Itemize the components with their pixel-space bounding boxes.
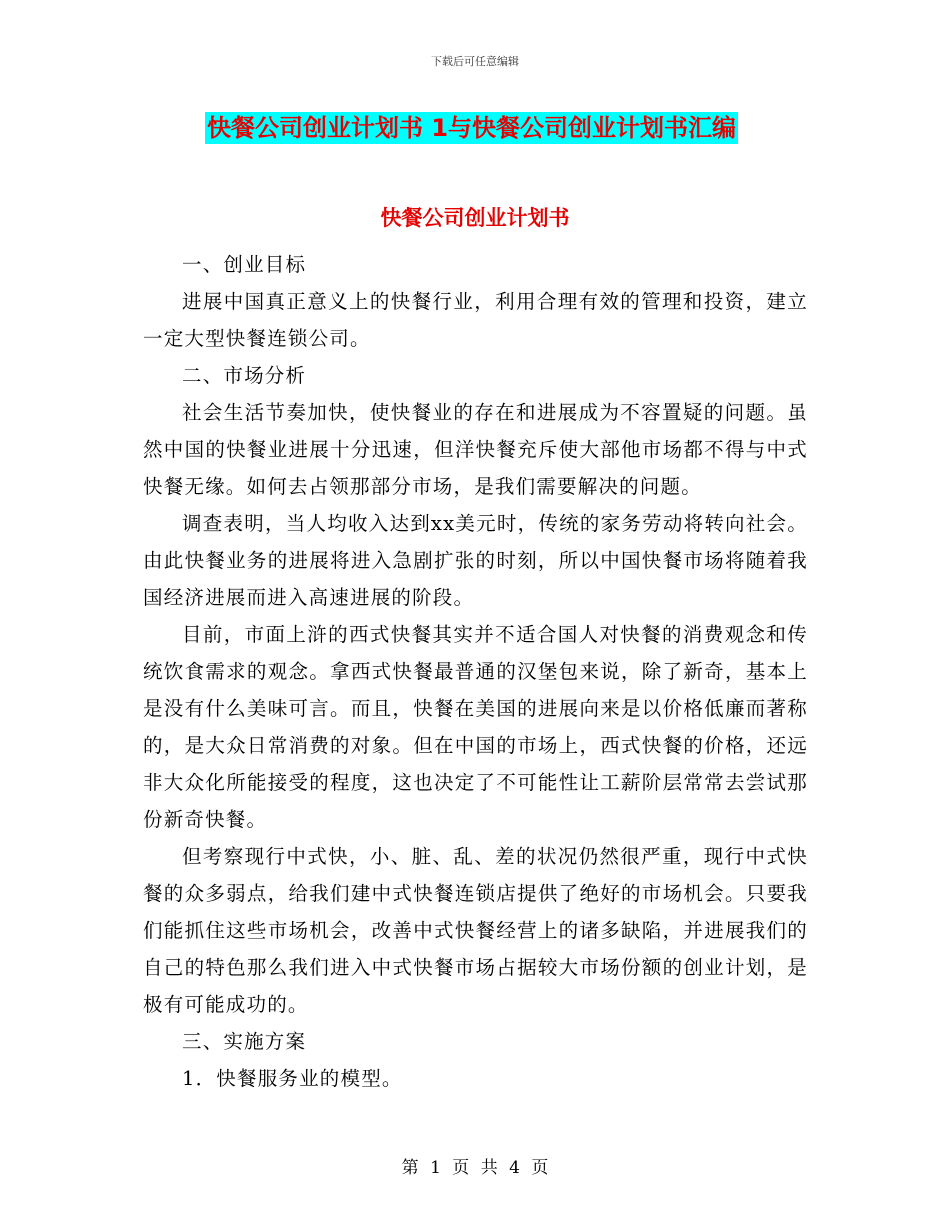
paragraph-market-3: 目前，市面上浒的西式快餐其实并不适合国人对快餐的消费观念和传统饮食需求的观念。拿西式快餐最普通的汉堡包来说，除了新奇，基本上是没有什么美味可言。而且，快餐在美国的进展向来是以价格低廉而著称的，是大众日常消费的对象。但在中国的市场上，西式快餐的价格，还远非大众化所能接受的程度，这也决定了不可能性让工薪阶层常常去尝试那份新奇快餐。 xyxy=(143,623,808,831)
heading-goal: 一、创业目标 xyxy=(182,253,307,276)
paragraph-market-4: 但考察现行中式快，小、脏、乱、差的状况仍然很严重，现行中式快餐的众多弱点，给我们建中式快餐连锁店提供了绝好的市场机会。只要我们能抓住这些市场机会，改善中式快餐经营上的诸多缺陷，并进展我们的自己的特色那么我们进入中式快餐市场占据较大市场份额的创业计划，是极有可能成功的。 xyxy=(143,845,808,1016)
document-title: 快餐公司创业计划书 1与快餐公司创业计划书汇编 xyxy=(207,114,737,142)
heading-market-analysis: 二、市场分析 xyxy=(182,364,307,387)
heading-implementation: 三、实施方案 xyxy=(182,1030,307,1053)
document-body xyxy=(143,246,808,1097)
paragraph-market-1: 社会生活节奏加快，使快餐业的存在和进展成为不容置疑的问题。虽然中国的快餐业进展十分迅速，但洋快餐充斥使大部他市场都不得与中式快餐无缘。如何去占领那部分市场，是我们需要解决的问题。 xyxy=(143,401,808,498)
page-number: 第 1 页 共 4 页 xyxy=(401,1158,549,1178)
paragraph-goal: 进展中国真正意义上的快餐行业，利用合理有效的管理和投资，建立一定大型快餐连锁公司。 xyxy=(143,290,808,350)
page-header-note: 下载后可任意编辑 xyxy=(431,55,519,68)
paragraph-model: 1．快餐服务业的模型。 xyxy=(182,1067,403,1090)
section-title: 快餐公司创业计划书 xyxy=(380,206,570,230)
paragraph-market-2: 调查表明，当人均收入达到xx美元时，传统的家务劳动将转向社会。由此快餐业务的进展将进入急剧扩张的时刻，所以中国快餐市场将随着我国经济进展而进入高速进展的阶段。 xyxy=(143,512,808,609)
